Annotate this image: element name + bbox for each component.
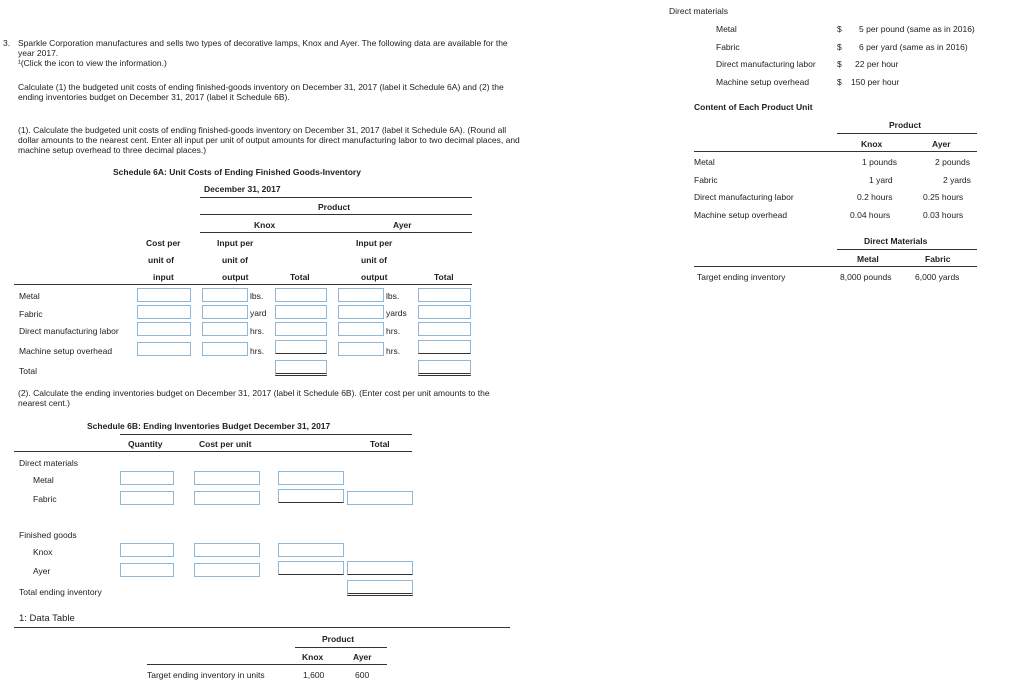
fabric-cost-input[interactable] [137,305,191,319]
row-label-total: Total [19,366,37,376]
mso-knox-qty-input[interactable] [202,342,248,356]
data-table-title: 1: Data Table [19,613,75,624]
dollar-sign: $ [837,24,842,34]
col-input: input [153,272,174,282]
knox-header: Knox [254,220,276,230]
content-title: Content of Each Product Unit [694,102,813,112]
rule [120,434,412,435]
price-label: Metal [716,24,737,34]
dm-metal-header: Metal [857,254,879,264]
price-value: 5 per pound (same as in 2016) [859,24,975,34]
ayer-cost-per-unit-input[interactable] [194,563,260,577]
dml-ayer-qty-input[interactable] [338,322,384,336]
col-total-knox: Total [290,272,310,282]
metal-ayer-total-input[interactable] [418,288,471,302]
col-input-per-ayer: Input per [356,238,393,248]
ayer-unit-total-input[interactable] [418,360,471,376]
label-fabric: Fabric [33,494,57,504]
content-knox: 0.2 hours [857,192,893,202]
unit-label: hrs. [250,346,265,356]
unit-label: yard [250,308,267,318]
unit-label: yards [386,308,407,318]
metal-cost-per-unit-input[interactable] [194,471,260,485]
rule [147,664,387,665]
mso-ayer-qty-input[interactable] [338,342,384,356]
ayer-total-input[interactable] [278,561,344,575]
content-label: Direct manufacturing labor [694,192,794,202]
fabric-quantity-input[interactable] [120,491,174,505]
rule [200,232,472,233]
product-header: Product [318,202,351,212]
dt-product-header: Product [322,634,355,644]
col-total-ayer: Total [434,272,454,282]
fabric-ayer-total-input[interactable] [418,305,471,319]
rule [694,266,977,267]
dt-row-label: Target ending inventory in units [147,670,265,680]
col-output-knox: output [222,272,249,282]
label-ayer: Ayer [33,566,51,576]
rule [14,451,412,452]
content-ayer: 0.25 hours [923,192,964,202]
dml-ayer-total-input[interactable] [418,322,471,336]
knox-cost-per-unit-input[interactable] [194,543,260,557]
mso-knox-total-input[interactable] [275,340,327,354]
schedule-6a-title: Schedule 6A: Unit Costs of Ending Finished Goods-Inventory [113,167,361,177]
col-unit-of-knox: unit of [222,255,248,265]
price-value: 6 per yard (same as in 2016) [859,42,968,52]
ayer-header: Ayer [393,220,412,230]
unit-label: lbs. [250,291,264,301]
rp-ayer-header: Ayer [932,139,951,149]
metal-knox-total-input[interactable] [275,288,327,302]
dt-knox-value: 1,600 [303,670,325,680]
unit-label: hrs. [386,346,401,356]
knox-quantity-input[interactable] [120,543,174,557]
schedule-6b-title: Schedule 6B: Ending Inventories Budget December 31, 2017 [87,421,331,431]
fabric-ayer-qty-input[interactable] [338,305,384,319]
rule [14,627,510,628]
problem-number: 3. [3,38,11,48]
content-knox: 1 yard [869,175,893,185]
direct-materials-total-input[interactable] [347,491,413,505]
rule [295,647,387,648]
price-value: 22 per hour [855,59,899,69]
part2-instructions: (2). Calculate the ending inventories budget on December 31, 2017 (label it Schedule 6B). (Enter cost per unit amounts to the nearest cent.) [18,388,490,408]
content-ayer: 2 yards [943,175,971,185]
fabric-knox-total-input[interactable] [275,305,327,319]
row-label-mso: Machine setup overhead [19,346,113,356]
dm-fabric-header: Fabric [925,254,951,264]
col-unit-of-ayer: unit of [361,255,387,265]
target-fabric: 6,000 yards [915,272,960,282]
dm-header: Direct Materials [864,236,928,246]
dml-cost-input[interactable] [137,322,191,336]
label-finished-goods: Finished goods [19,530,77,540]
row-label-fabric: Fabric [19,309,43,319]
price-label: Direct manufacturing labor [716,59,816,69]
dollar-sign: $ [837,59,842,69]
rule [837,133,977,134]
price-value: 150 per hour [851,77,900,87]
rule [694,151,977,152]
knox-unit-total-input[interactable] [275,360,327,376]
dml-knox-qty-input[interactable] [202,322,248,336]
content-label: Metal [694,157,715,167]
unit-label: hrs. [250,326,265,336]
metal-knox-qty-input[interactable] [202,288,248,302]
metal-total-input[interactable] [278,471,344,485]
dml-knox-total-input[interactable] [275,322,327,336]
click-icon-note[interactable]: ¹(Click the icon to view the information.) [18,58,167,68]
label-total-ending: Total ending inventory [19,587,102,597]
target-metal: 8,000 pounds [840,272,892,282]
dollar-sign: $ [837,42,842,52]
fabric-cost-per-unit-input[interactable] [194,491,260,505]
col-total: Total [370,439,390,449]
col-output-ayer: output [361,272,388,282]
metal-cost-input[interactable] [137,288,191,302]
mso-cost-input[interactable] [137,342,191,356]
dt-knox-header: Knox [302,652,324,662]
rule [14,284,472,285]
content-ayer: 0.03 hours [923,210,964,220]
dollar-sign: $ [837,77,842,87]
col-cost-per: Cost per [146,238,181,248]
col-cost-per-unit: Cost per unit [199,439,252,449]
content-label: Machine setup overhead [694,210,788,220]
part1-instructions: (1). Calculate the budgeted unit costs of ending finished-goods inventory on December 31, 2017 (label it Schedule 6A). (Round all dollar amounts to the nearest cent. Enter all input per unit of output amounts for direct manufacturing labor to two decimal places, and machine setup overhead to three decimal places.) [18,125,520,155]
label-knox: Knox [33,547,53,557]
finished-goods-total-input[interactable] [347,561,413,575]
content-knox: 1 pounds [862,157,897,167]
content-knox: 0.04 hours [850,210,891,220]
rp-knox-header: Knox [861,139,883,149]
problem-task: Calculate (1) the budgeted unit costs of ending finished-goods inventory on December 31, 2017 (label it Schedule 6A) and (2) the ending inventories budget on December 31, 2017 (label it Schedule 6B). [18,82,504,102]
content-ayer: 2 pounds [935,157,970,167]
col-input-per-knox: Input per [217,238,254,248]
row-label-dml: Direct manufacturing labor [19,326,119,336]
total-ending-inventory-input[interactable] [347,580,413,596]
schedule-6a-date: December 31, 2017 [204,184,281,194]
content-label: Fabric [694,175,718,185]
metal-ayer-qty-input[interactable] [338,288,384,302]
rule [837,249,977,250]
unit-label: hrs. [386,326,401,336]
label-metal: Metal [33,475,54,485]
unit-label: lbs. [386,291,400,301]
rule [200,197,472,198]
metal-quantity-input[interactable] [120,471,174,485]
price-label: Machine setup overhead [716,77,810,87]
problem-intro: Sparkle Corporation manufactures and sells two types of decorative lamps, Knox and Ayer. The following data are available for the year 2017. [18,38,508,58]
dt-ayer-value: 600 [355,670,370,680]
rp-product-header: Product [889,120,922,130]
dt-ayer-header: Ayer [353,652,372,662]
rp-direct-materials: Direct materials [669,6,729,16]
row-label-metal: Metal [19,291,40,301]
knox-total-input[interactable] [278,543,344,557]
target-label: Target ending inventory [697,272,786,282]
rule [200,214,472,215]
ayer-quantity-input[interactable] [120,563,174,577]
fabric-total-input[interactable] [278,489,344,503]
fabric-knox-qty-input[interactable] [202,305,248,319]
col-quantity: Quantity [128,439,163,449]
col-unit-of: unit of [148,255,174,265]
mso-ayer-total-input[interactable] [418,340,471,354]
price-label: Fabric [716,42,740,52]
label-direct-materials: Direct materials [19,458,79,468]
